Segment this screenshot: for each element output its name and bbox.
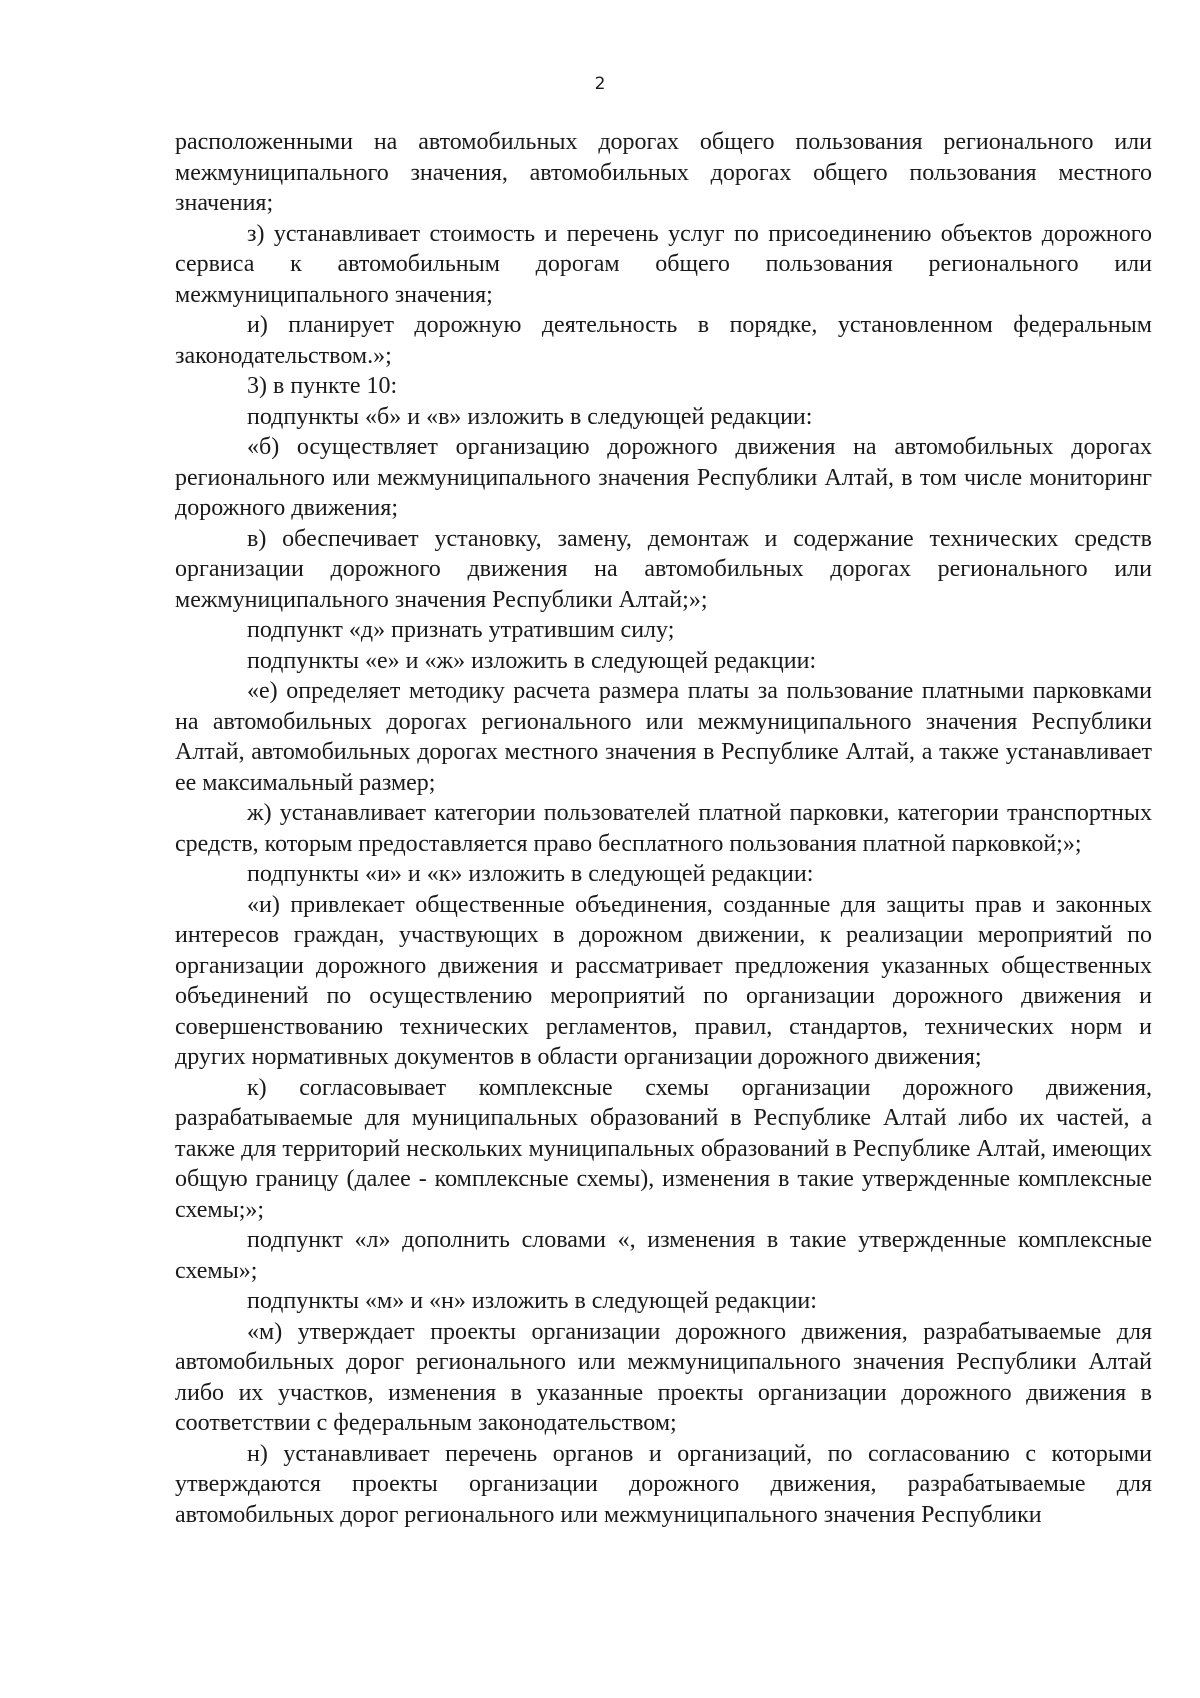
paragraph: подпункты «м» и «н» изложить в следующей редакции: (247, 1288, 817, 1314)
document-body (175, 127, 1152, 1530)
paragraph: к) согласовывает комплексные схемы организации дорожного движения, разрабатываемые для муниципальных образований в Республике Алтай либо их частей, а также для территорий нескольких муниципальных образований в Республике Алтай, имеющих общую границу (далее - комплексные схемы), изменения в такие утвержденные комплексные схемы;»; (175, 1074, 1152, 1223)
paragraph: «и) привлекает общественные объединения, созданные для защиты прав и законных интересов граждан, участвующих в дорожном движении, к реализации мероприятий по организации дорожного движения и рассматривает предложения указанных общественных объединений по осуществлению мероприятий по организации дорожного движения и совершенствованию технических регламентов, правил, стандартов, технических норм и других нормативных документов в области организации дорожного движения; (175, 891, 1152, 1070)
paragraph: н) устанавливает перечень органов и организаций, по согласованию с которыми утверждаются проекты организации дорожного движения, разрабатываемые для автомобильных дорог регионального или межмуниципального значения Республики (175, 1440, 1152, 1528)
paragraph: з) устанавливает стоимость и перечень услуг по присоединению объектов дорожного сервиса к автомобильным дорогам общего пользования регионального или межмуниципального значения; (175, 220, 1152, 308)
paragraph: расположенными на автомобильных дорогах общего пользования регионального или межмуниципального значения, автомобильных дорогах общего пользования местного значения; (175, 129, 1152, 216)
paragraph: подпункт «л» дополнить словами «, изменения в такие утвержденные комплексные схемы»; (175, 1227, 1152, 1284)
paragraph: «м) утверждает проекты организации дорожного движения, разрабатываемые для автомобильных дорог регионального или межмуниципального значения Республики Алтай либо их участков, изменения в указанные проекты организации дорожного движения в соответствии с федеральным законодательством; (175, 1318, 1152, 1436)
paragraph: в) обеспечивает установку, замену, демонтаж и содержание технических средств организации дорожного движения на автомобильных дорогах регионального или межмуниципального значения Республики Алтай;»; (175, 525, 1152, 613)
paragraph: подпункты «и» и «к» изложить в следующей редакции: (247, 861, 814, 887)
paragraph: «б) осуществляет организацию дорожного движения на автомобильных дорогах регионального или межмуниципального значения Республики Алтай, в том числе мониторинг дорожного движения; (175, 434, 1152, 521)
paragraph: ж) устанавливает категории пользователей платной парковки, категории транспортных средств, которым предоставляется право бесплатного пользования платной парковкой;»; (175, 800, 1152, 857)
paragraph: и) планирует дорожную деятельность в порядке, установленном федеральным законодательством.»; (175, 312, 1152, 369)
page-number: 2 (594, 74, 606, 94)
paragraph: «е) определяет методику расчета размера платы за пользование платными парковками на автомобильных дорогах регионального или межмуниципального значения Республики Алтай, автомобильных дорогах местного значения в Республике Алтай, а также устанавливает ее максимальный размер; (175, 678, 1152, 796)
paragraph: подпункты «б» и «в» изложить в следующей редакции: (247, 403, 813, 430)
paragraph: подпункт «д» признать утратившим силу; (247, 617, 675, 643)
paragraph: подпункты «е» и «ж» изложить в следующей редакции: (247, 647, 817, 674)
paragraph: 3) в пункте 10: (247, 373, 398, 399)
